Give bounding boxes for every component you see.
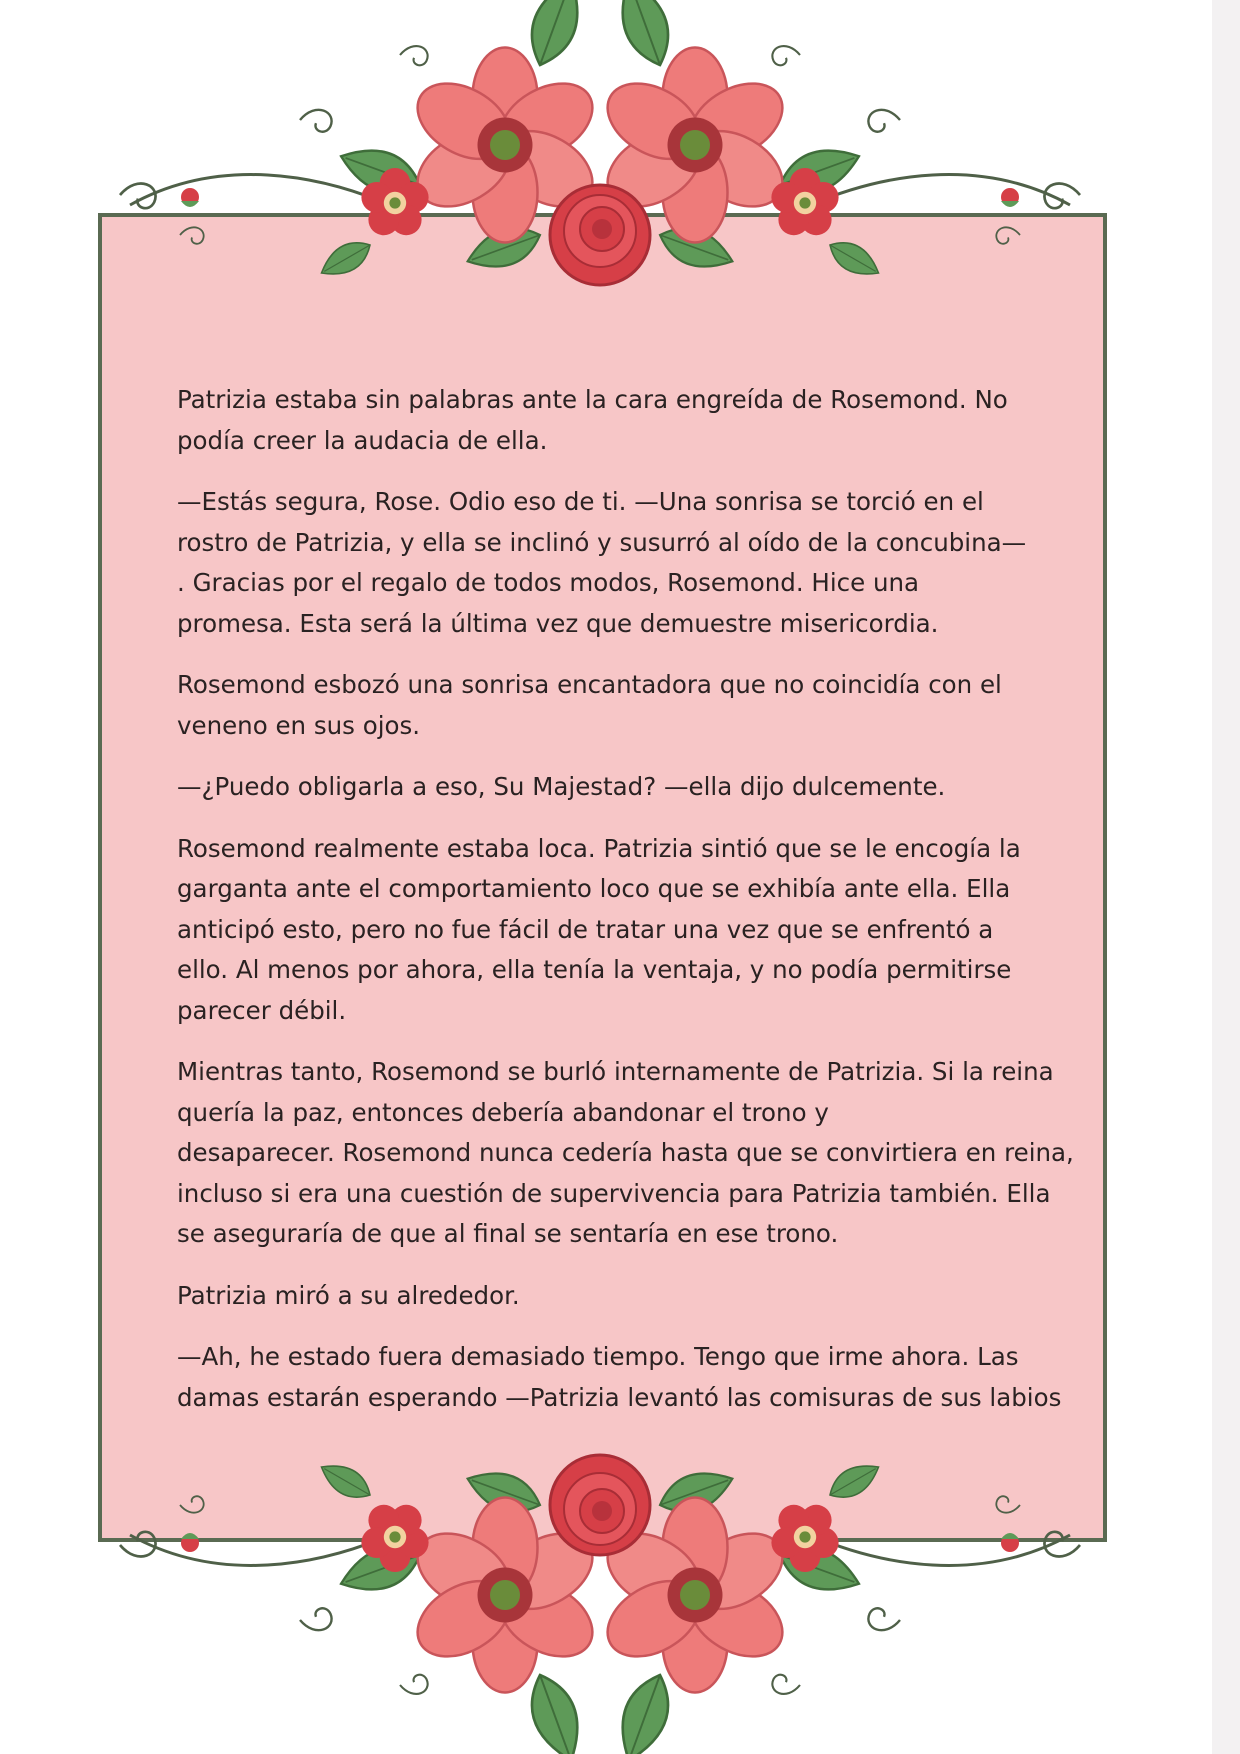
story-text [177, 380, 1077, 1439]
paragraph: —¿Puedo obligarla a eso, Su Majestad? —ella dijo dulcemente. [177, 772, 946, 801]
paragraph: —Estás segura, Rose. Odio eso de ti. —Una sonrisa se torció en el rostro de Patrizia, y ella se inclinó y susurró al oído de la concubina— . Gracias por el regalo de todos modos, Rosemond. Hice una promesa. Esta será la última vez que demuestre misericordia. [177, 487, 1027, 638]
paragraph: —Ah, he estado fuera demasiado tiempo. Tengo que irme ahora. Las damas estarán esperando —Patrizia levantó las comisuras de sus labios [177, 1342, 1062, 1412]
paragraph: Mientras tanto, Rosemond se burló internamente de Patrizia. Si la reina quería la paz, entonces debería abandonar el trono y desaparecer. Rosemond nunca cedería hasta que se convirtiera en reina, incluso si era una cuestión de supervivencia para Patrizia también. Ella se aseguraría de que al final se sentaría en ese trono. [177, 1057, 1074, 1248]
paragraph: Rosemond realmente estaba loca. Patrizia sintió que se le encogía la garganta ante el comportamiento loco que se exhibía ante ella. Ella anticipó esto, pero no fue fácil de tratar una vez que se enfrentó a ello. Al menos por ahora, ella tenía la ventaja, y no podía permitirse parecer débil. [177, 833, 1021, 1025]
paragraph: Rosemond esbozó una sonrisa encantadora que no coincidía con el veneno en sus ojos. [177, 670, 1002, 740]
paragraph: Patrizia estaba sin palabras ante la cara engreída de Rosemond. No podía creer la audacia de ella. [177, 385, 1008, 455]
paragraph: Patrizia miró a su alrededor. [177, 1280, 520, 1310]
